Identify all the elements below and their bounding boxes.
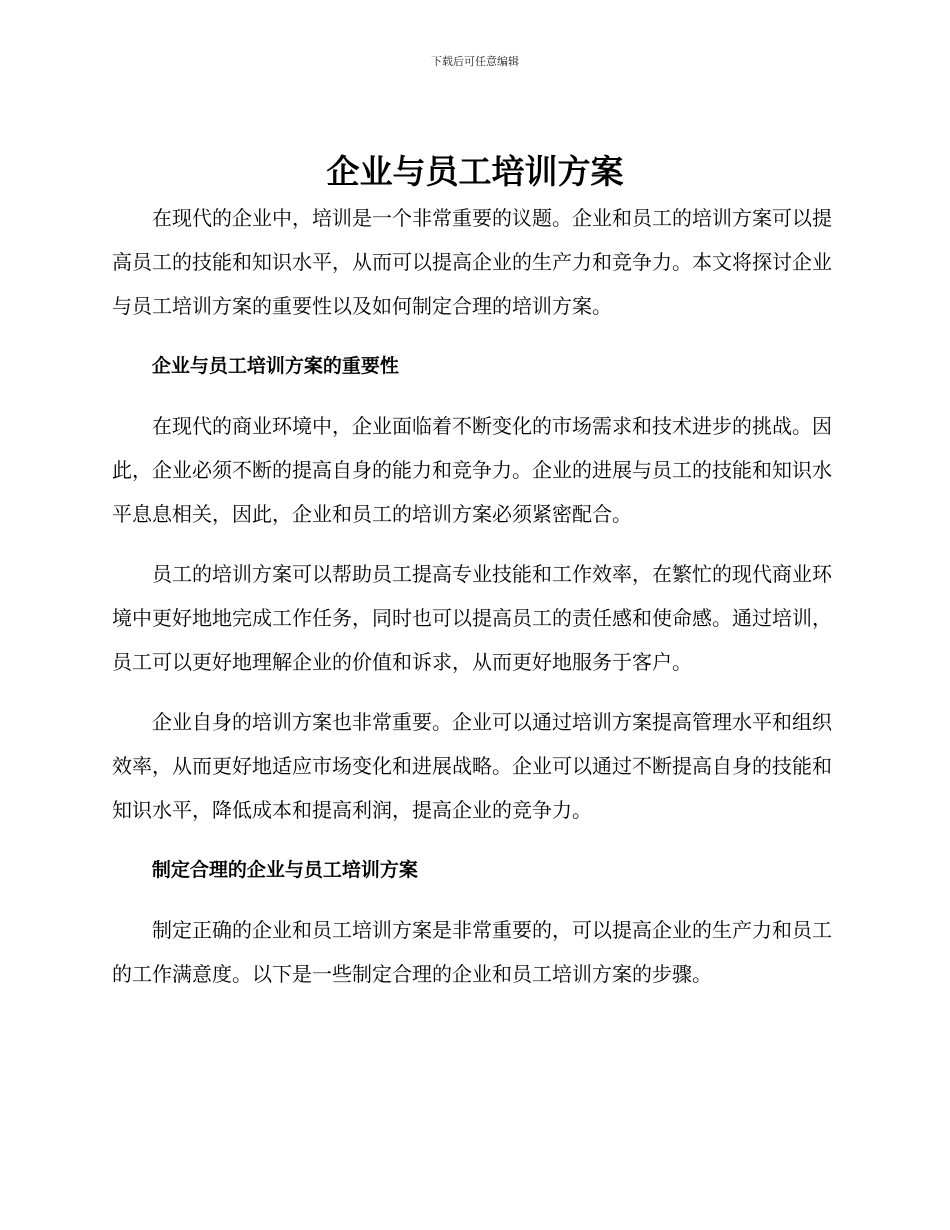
section-heading-importance: 企业与员工培训方案的重要性	[151, 355, 399, 377]
paragraph-planning-steps: 制定正确的企业和员工培训方案是非常重要的，可以提高企业的生产力和员工的工作满意度。以下是一些制定合理的企业和员工培训方案的步骤。	[112, 918, 832, 986]
section-heading-planning: 制定合理的企业与员工培训方案	[151, 859, 418, 881]
paragraph-employee-training: 员工的培训方案可以帮助员工提高专业技能和工作效率，在繁忙的现代商业环境中更好地地完成工作任务，同时也可以提高员工的责任感和使命感。通过培训，员工可以更好地理解企业的价值和诉求，从而更好地服务于客户。	[112, 562, 832, 674]
page-header-note: 下载后可任意编辑	[431, 55, 519, 68]
paragraph-enterprise-training: 企业自身的培训方案也非常重要。企业可以通过培训方案提高管理水平和组织效率，从而更好地适应市场变化和进展战略。企业可以通过不断提高自身的技能和知识水平，降低成本和提高利润，提高企业的竞争力。	[112, 710, 832, 822]
paragraph-business-environment: 在现代的商业环境中，企业面临着不断变化的市场需求和技术进步的挑战。因此，企业必须不断的提高自身的能力和竞争力。企业的进展与员工的技能和知识水平息息相关，因此，企业和员工的培训方案必须紧密配合。	[112, 414, 832, 526]
document-title: 企业与员工培训方案	[326, 152, 624, 191]
intro-paragraph: 在现代的企业中，培训是一个非常重要的议题。企业和员工的培训方案可以提高员工的技能和知识水平，从而可以提高企业的生产力和竞争力。本文将探讨企业与员工培训方案的重要性以及如何制定合理的培训方案。	[112, 206, 832, 318]
document-body	[112, 196, 832, 1012]
